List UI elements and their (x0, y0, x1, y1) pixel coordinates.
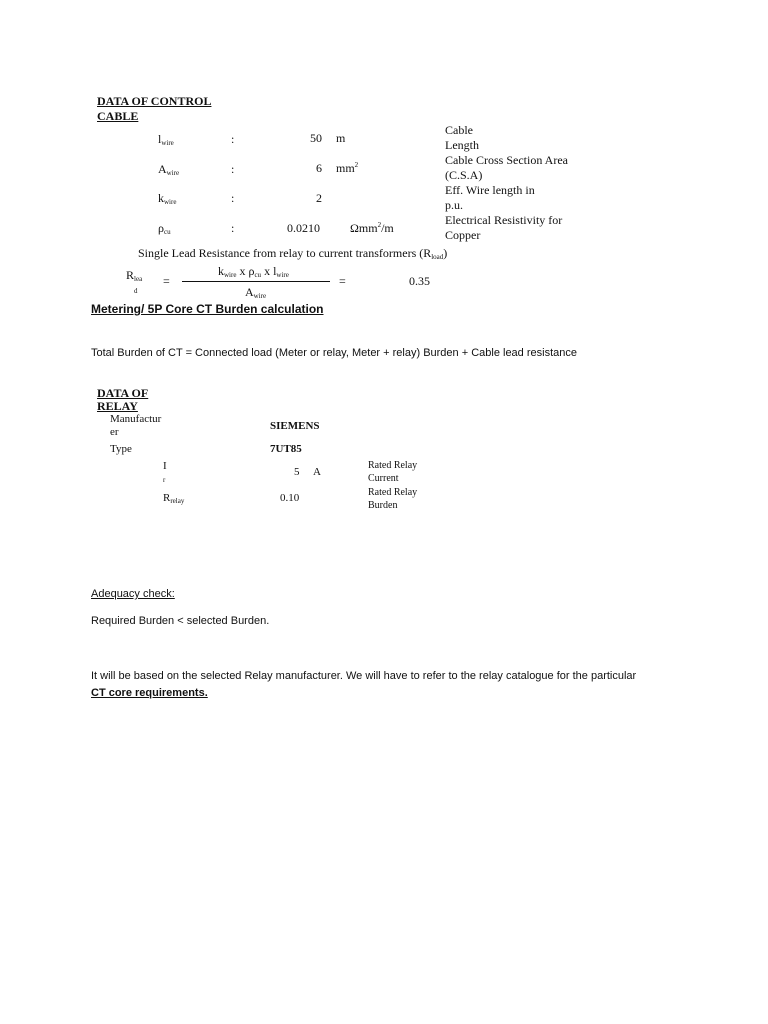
cable-csa-desc-line1: Cable Cross Section Area (445, 153, 568, 167)
adequacy-heading: Adequacy check: (91, 588, 175, 600)
cable-csa-desc-line2: (C.S.A) (445, 168, 483, 182)
relay-burden-description (368, 486, 417, 512)
cable-csa-unit: $mm^2$ (336, 161, 359, 175)
adequacy-note-bold: CT core requirements. (91, 687, 208, 699)
copper-resistivity-description (445, 213, 562, 243)
cable-csa-value: 6 (316, 161, 322, 175)
cable-csa-colon: : (231, 162, 235, 176)
copper-resistivity-desc-line2: Copper (445, 228, 481, 242)
fraction-bar (182, 281, 330, 282)
adequacy-note: It will be based on the selected Relay manufacturer. We will have to refer to the relay catalogue for the particular (91, 670, 637, 682)
relay-current-value: 5 (294, 466, 300, 478)
adequacy-condition: Required Burden < selected Burden. (91, 615, 270, 627)
relay-current-subscript: r (163, 476, 166, 484)
burden-formula: Total Burden of CT = Connected load (Meter or relay, Meter + relay) Burden + Cable lead resistance (91, 347, 577, 359)
wire-length-pu-symbol: $k_{wire}$ (158, 191, 177, 206)
lead-resistance-denominator: $A_{wire}$ (245, 285, 267, 300)
copper-resistivity-symbol: $\rho_{cu}$ (158, 221, 171, 236)
control-cable-heading-line2: CABLE (97, 109, 139, 123)
relay-heading-line1: DATA OF (97, 386, 149, 400)
wire-length-pu-desc-line1: Eff. Wire length in (445, 183, 535, 197)
lead-resistance-equals-2: = (339, 274, 346, 288)
copper-resistivity-value: 0.0210 (287, 221, 320, 235)
cable-length-description (445, 123, 479, 153)
cable-csa-symbol: $A_{wire}$ (158, 162, 180, 177)
cable-length-symbol: $l_{wire}$ (158, 132, 174, 147)
relay-burden-desc-line2: Burden (368, 500, 398, 511)
lead-resistance-result: 0.35 (409, 274, 430, 288)
burden-heading: Metering/ 5P Core CT Burden calculation (91, 302, 324, 316)
relay-burden-value: 0.10 (280, 492, 300, 504)
relay-current-symbol: I (163, 460, 167, 472)
relay-burden-desc-line1: Rated Relay (368, 487, 418, 498)
lead-resistance-equals-1: = (163, 274, 170, 288)
copper-resistivity-desc-line1: Electrical Resistivity for (445, 213, 563, 227)
relay-burden-symbol: $R_{relay}$ (163, 492, 185, 505)
relay-manufacturer-label-line2: er (110, 426, 119, 438)
relay-type-label: Type (110, 443, 132, 455)
wire-length-pu-colon: : (231, 191, 235, 205)
lead-resistance-lhs-wrap: d (134, 287, 138, 295)
cable-length-colon: : (231, 132, 235, 146)
relay-heading-line2: RELAY (97, 399, 138, 413)
copper-resistivity-colon: : (231, 221, 235, 235)
cable-length-unit: m (336, 131, 346, 145)
lead-resistance-caption: Single Lead Resistance from relay to current transformers $(R_{load})$ (138, 246, 448, 261)
relay-manufacturer-value: SIEMENS (270, 420, 320, 432)
copper-resistivity-unit: Ωmm$^2$/m (350, 221, 394, 235)
relay-type-value: 7UT85 (270, 443, 302, 455)
relay-current-description (368, 459, 417, 485)
relay-manufacturer-label-line1: Manufactur (110, 413, 162, 425)
wire-length-pu-value: 2 (316, 191, 322, 205)
wire-length-pu-desc-line2: p.u. (445, 198, 463, 212)
cable-length-desc-line1: Cable (445, 123, 473, 137)
cable-length-desc-line2: Length (445, 138, 479, 152)
relay-current-unit: A (313, 466, 321, 478)
cable-length-value: 50 (310, 131, 322, 145)
relay-current-desc-line1: Rated Relay (368, 460, 418, 471)
wire-length-pu-description (445, 183, 535, 213)
relay-manufacturer-label (110, 413, 161, 439)
control-cable-heading-line1: DATA OF CONTROL (97, 94, 212, 108)
cable-csa-description (445, 153, 568, 183)
relay-current-desc-line2: Current (368, 473, 399, 484)
lead-resistance-numerator: $k_{wire}$ x $\rho_{cu}$ x $l_{wire}$ (218, 264, 289, 279)
lead-resistance-lhs: $R_{lea}$ (126, 268, 143, 283)
